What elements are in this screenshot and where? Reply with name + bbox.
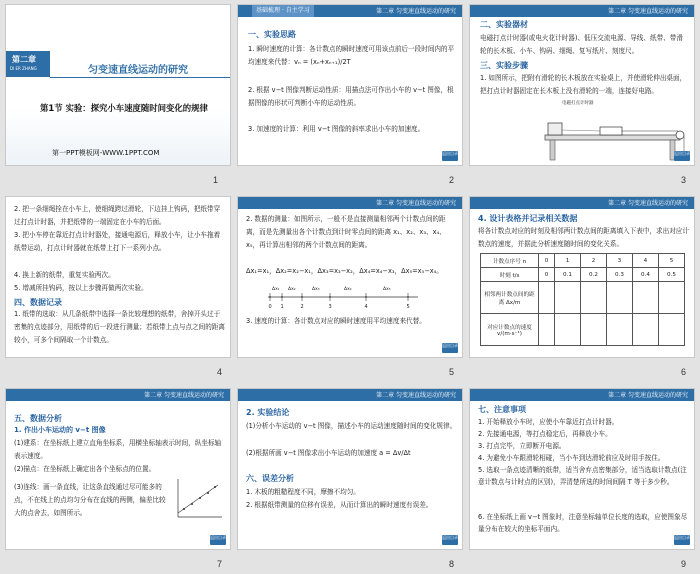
back-button[interactable]: 返回目录 [674, 535, 690, 545]
slide-number-9: 9 [681, 559, 687, 569]
apparatus-figure [540, 105, 690, 165]
slide-thumbnail-6[interactable] [469, 196, 695, 358]
figure-label: 电磁打点计时器 [562, 101, 594, 106]
site-watermark: 第一PPT模板网-WWW.1PPT.COM [52, 149, 160, 157]
table-row [481, 314, 685, 346]
paragraph-3: 4. 换上新的纸带，重复实验两次。 [14, 271, 115, 279]
row-header: 计数点序号 n [481, 254, 539, 268]
paragraph-1: 1. 开始释放小车时，应使小车靠近打点计时器。 [478, 418, 619, 426]
slide-thumbnail-7[interactable] [5, 388, 231, 550]
tape-point-label: 3 [328, 304, 332, 309]
paragraph-2: 3. 把小车停在靠近打点计时器处，接通电源后，释放小车，让小车拖着纸带运动，打点计时器就在纸带上打下一系列小点。 [14, 231, 221, 252]
row-header: 时刻 t/s [481, 268, 539, 282]
header-title: 第二章 匀变速直线运动的研究 [144, 392, 224, 399]
back-button[interactable]: 返回目录 [442, 343, 458, 353]
table-cell: 0.2 [580, 268, 606, 282]
paragraph-1: 1. 瞬时速度的计算：各计数点的瞬时速度可用该点前后一段时间内的平均速度来代替：vₙ = (xₙ+xₙ₊₁)/2T [248, 45, 455, 66]
tape-figure [258, 281, 428, 309]
paragraph-3: (3)连线：画一条直线，让这条直线通过尽可能多的点，不在线上的点均匀分布在直线的两侧，偏差比较大的点舍去，如图所示。 [14, 483, 166, 517]
header-tab: 基础梳理 · 自主学习 [252, 5, 314, 17]
tape-interval-label: Δx₃ [312, 287, 320, 292]
back-button[interactable]: 返回目录 [442, 151, 458, 161]
slide-number-8: 8 [449, 559, 455, 569]
tape-dot [407, 296, 409, 298]
table-cell: 0.4 [632, 268, 658, 282]
table-cell: 1 [555, 254, 581, 268]
table-cell: 0.3 [606, 268, 632, 282]
paragraph-1: (1)建系：在坐标纸上建立直角坐标系，用横坐标轴表示时间，纵坐标轴表示速度。 [14, 439, 222, 460]
paragraph-4: 5. 增减所挂钩码，按以上步骤再做两次实验。 [14, 284, 148, 292]
back-button[interactable]: 返回目录 [442, 535, 458, 545]
header-band [470, 5, 694, 17]
tape-point-label: 1 [280, 304, 284, 309]
heading-2: 六、误差分析 [246, 474, 294, 483]
tape-dot [301, 296, 303, 298]
table-cell: 0.5 [658, 268, 684, 282]
heading: 四、数据记录 [14, 298, 62, 307]
title-divider [50, 77, 230, 78]
header-band [470, 197, 694, 209]
paragraph-3: 3. 加速度的计算：利用 v−t 图像的斜率求出小车的加速度。 [248, 125, 425, 133]
tape-interval-label: Δx₁ [272, 287, 280, 292]
slide-number-2: 2 [449, 175, 455, 185]
slide-number-5: 5 [449, 367, 455, 377]
header-band [238, 5, 462, 17]
table-cell: 4 [632, 254, 658, 268]
section-title: 第1节 实验：探究小车速度随时间变化的规律 [40, 103, 208, 113]
paragraph-1: 将各计数点对应的时刻及相邻两计数点间的距离填入下表中，求出对应计数点的速度，并据此分析速度随时间的变化关系。 [478, 227, 689, 248]
paragraph-2: 1. 如图所示，把附有滑轮的长木板放在实验桌上，并使滑轮伸出桌面，把打点计时器固定在长木板上没有滑轮的一端，连接好电路。 [480, 74, 687, 95]
chapter-label: 第二章 [12, 55, 36, 64]
slide-thumbnail-4[interactable] [5, 196, 231, 358]
paragraph-2: Δx₁=x₁，Δx₂=x₂−x₁，Δx₃=x₃−x₂，Δx₄=x₄−x₃，Δx₅=x₅−x₄。 [246, 267, 443, 275]
heading-2: 三、实验步骤 [480, 61, 528, 70]
data-table [480, 253, 685, 346]
slide-thumbnail-3[interactable] [469, 4, 695, 166]
tape-interval-label: Δx₂ [288, 287, 296, 292]
back-button[interactable]: 返回目录 [210, 535, 226, 545]
table-row [481, 254, 685, 268]
tape-point-label: 2 [300, 304, 304, 309]
tape-dot [329, 296, 331, 298]
header-title: 第二章 匀变速直线运动的研究 [376, 8, 456, 15]
heading-1: 2. 实验结论 [246, 408, 290, 417]
tape-dot [269, 296, 271, 298]
table-cell: 0 [539, 268, 555, 282]
paragraph-1: 电磁打点计时器(或电火花计时器)、低压交流电源、导线、纸带、带滑轮的长木板、小车、钩码、细绳、复写纸片、刻度尺。 [480, 34, 683, 55]
header-title: 第二章 匀变速直线运动的研究 [608, 200, 688, 207]
slide-number-3: 3 [681, 175, 687, 185]
tape-interval-label: Δx₄ [344, 287, 352, 292]
table-cell: 0 [539, 254, 555, 268]
paragraph-4: 2. 根据纸带测量的位移有误差，从而计算出的瞬时速度有误差。 [246, 501, 433, 509]
slide-thumbnail-5[interactable] [237, 196, 463, 358]
table-cell: 3 [606, 254, 632, 268]
table-cell: 0.1 [555, 268, 581, 282]
slide-thumbnail-8[interactable] [237, 388, 463, 550]
paragraph-2: 2. 根据 v−t 图像判断运动性质：用描点法可作出小车的 v−t 图像，根据图像的形状可判断小车的运动性质。 [248, 86, 454, 107]
tape-dot [365, 296, 367, 298]
slide-number-1: 1 [213, 175, 219, 185]
slide-background [6, 5, 230, 165]
paragraph-3: 3. 速度的计算：各计数点对应的瞬时速度用平均速度来代替。 [246, 317, 426, 325]
table-row [481, 282, 685, 314]
heading: 七、注意事项 [478, 405, 526, 414]
heading-1: 二、实验器材 [480, 20, 528, 29]
slide-number-6: 6 [681, 367, 687, 377]
heading: 一、实验思路 [248, 30, 296, 39]
paragraph-5: 5. 选取一条点迹清晰的纸带，适当舍弃点密集部分，适当选取计数点(注意计数点与计时点的区别)，弄清楚所选的时间间隔 T 等于多少秒。 [478, 466, 687, 486]
header-band [470, 389, 694, 401]
row-header: 相邻两计数点间的距离 Δx/m [481, 282, 539, 314]
paragraph-4: 4. 为避免小车跟滑轮相碰，当小车到达滑轮前应及时用手按住。 [478, 454, 665, 462]
header-band [6, 389, 230, 401]
header-title: 第二章 匀变速直线运动的研究 [608, 8, 688, 15]
chapter-title: 匀变速直线运动的研究 [88, 65, 188, 76]
tape-dot [281, 296, 283, 298]
heading: 4. 设计表格并记录相关数据 [478, 214, 578, 223]
heading-2: 1. 作出小车运动的 v−t 图像 [14, 426, 106, 434]
tape-point-label: 0 [268, 304, 272, 309]
slide-number-4: 4 [217, 367, 223, 377]
tape-interval-label: Δx₅ [383, 287, 391, 292]
tape-point-label: 4 [364, 304, 368, 309]
chapter-badge [6, 51, 50, 77]
paragraph-6: 6. 在坐标纸上画 v−t 图象时，注意坐标轴单位长度的选取，应使图象尽量分布在较大的坐标平面内。 [478, 513, 688, 533]
header-band [238, 197, 462, 209]
paragraph-1: 2. 数据的测量：如图所示，一般不是直接测量相邻两个计数点间的距离，而是先测量出各个计数点到计时零点间的距离 x₁、x₂、x₃、x₄、x₅，再计算出相邻的两个计数点间的距离。 [246, 215, 446, 249]
paragraph-2: (2)描点：在坐标纸上确定出各个坐标点的位置。 [14, 465, 156, 473]
slide-thumbnail-2[interactable] [237, 4, 463, 166]
table-cell: 5 [658, 254, 684, 268]
header-band [238, 389, 462, 401]
table-row [481, 268, 685, 282]
paragraph-1: (1)分析小车运动的 v−t 图像，描述小车的运动速度随时间的变化规律。 [246, 422, 457, 430]
tape-point-label: 5 [406, 304, 410, 309]
header-title: 第二章 匀变速直线运动的研究 [608, 392, 688, 399]
paragraph-3: 1. 木板的粗糙程度不同，摩擦不均匀。 [246, 488, 360, 496]
row-header: 对应计数点的速度 v/(m·s⁻¹) [481, 314, 539, 346]
back-button[interactable]: 返回目录 [674, 151, 690, 161]
vt-graph-figure [172, 477, 224, 521]
slide-thumbnail-1[interactable] [5, 4, 231, 166]
chapter-label-en: DI ER ZHANG [10, 66, 37, 71]
paragraph-3: 3. 打点完毕，立即断开电源。 [478, 442, 566, 450]
heading-1: 五、数据分析 [14, 414, 62, 423]
paragraph-5: 1. 纸带的选取：从几条纸带中选择一条比较理想的纸带，舍掉开头过于密集的点迹部分，用纸带的后一段进行测量；若纸带上点与点之间的距离较小，可多个间隔取一个计数点。 [14, 310, 225, 344]
paragraph-1: 2. 把一条细绳拴在小车上，使细绳跨过滑轮，下边挂上钩码，把纸带穿过打点计时器，并把纸带的一端固定在小车的后面。 [14, 205, 221, 226]
header-title: 第二章 匀变速直线运动的研究 [376, 200, 456, 207]
paragraph-2: (2)根据所画 v−t 图像求出小车运动的加速度 a = Δv/Δt [246, 449, 411, 457]
table-cell: 2 [580, 254, 606, 268]
paragraph-2: 2. 先接通电源，等打点稳定后，再释放小车。 [478, 430, 612, 438]
slide-number-7: 7 [217, 559, 223, 569]
header-title: 第二章 匀变速直线运动的研究 [376, 392, 456, 399]
slide-thumbnail-9[interactable] [469, 388, 695, 550]
